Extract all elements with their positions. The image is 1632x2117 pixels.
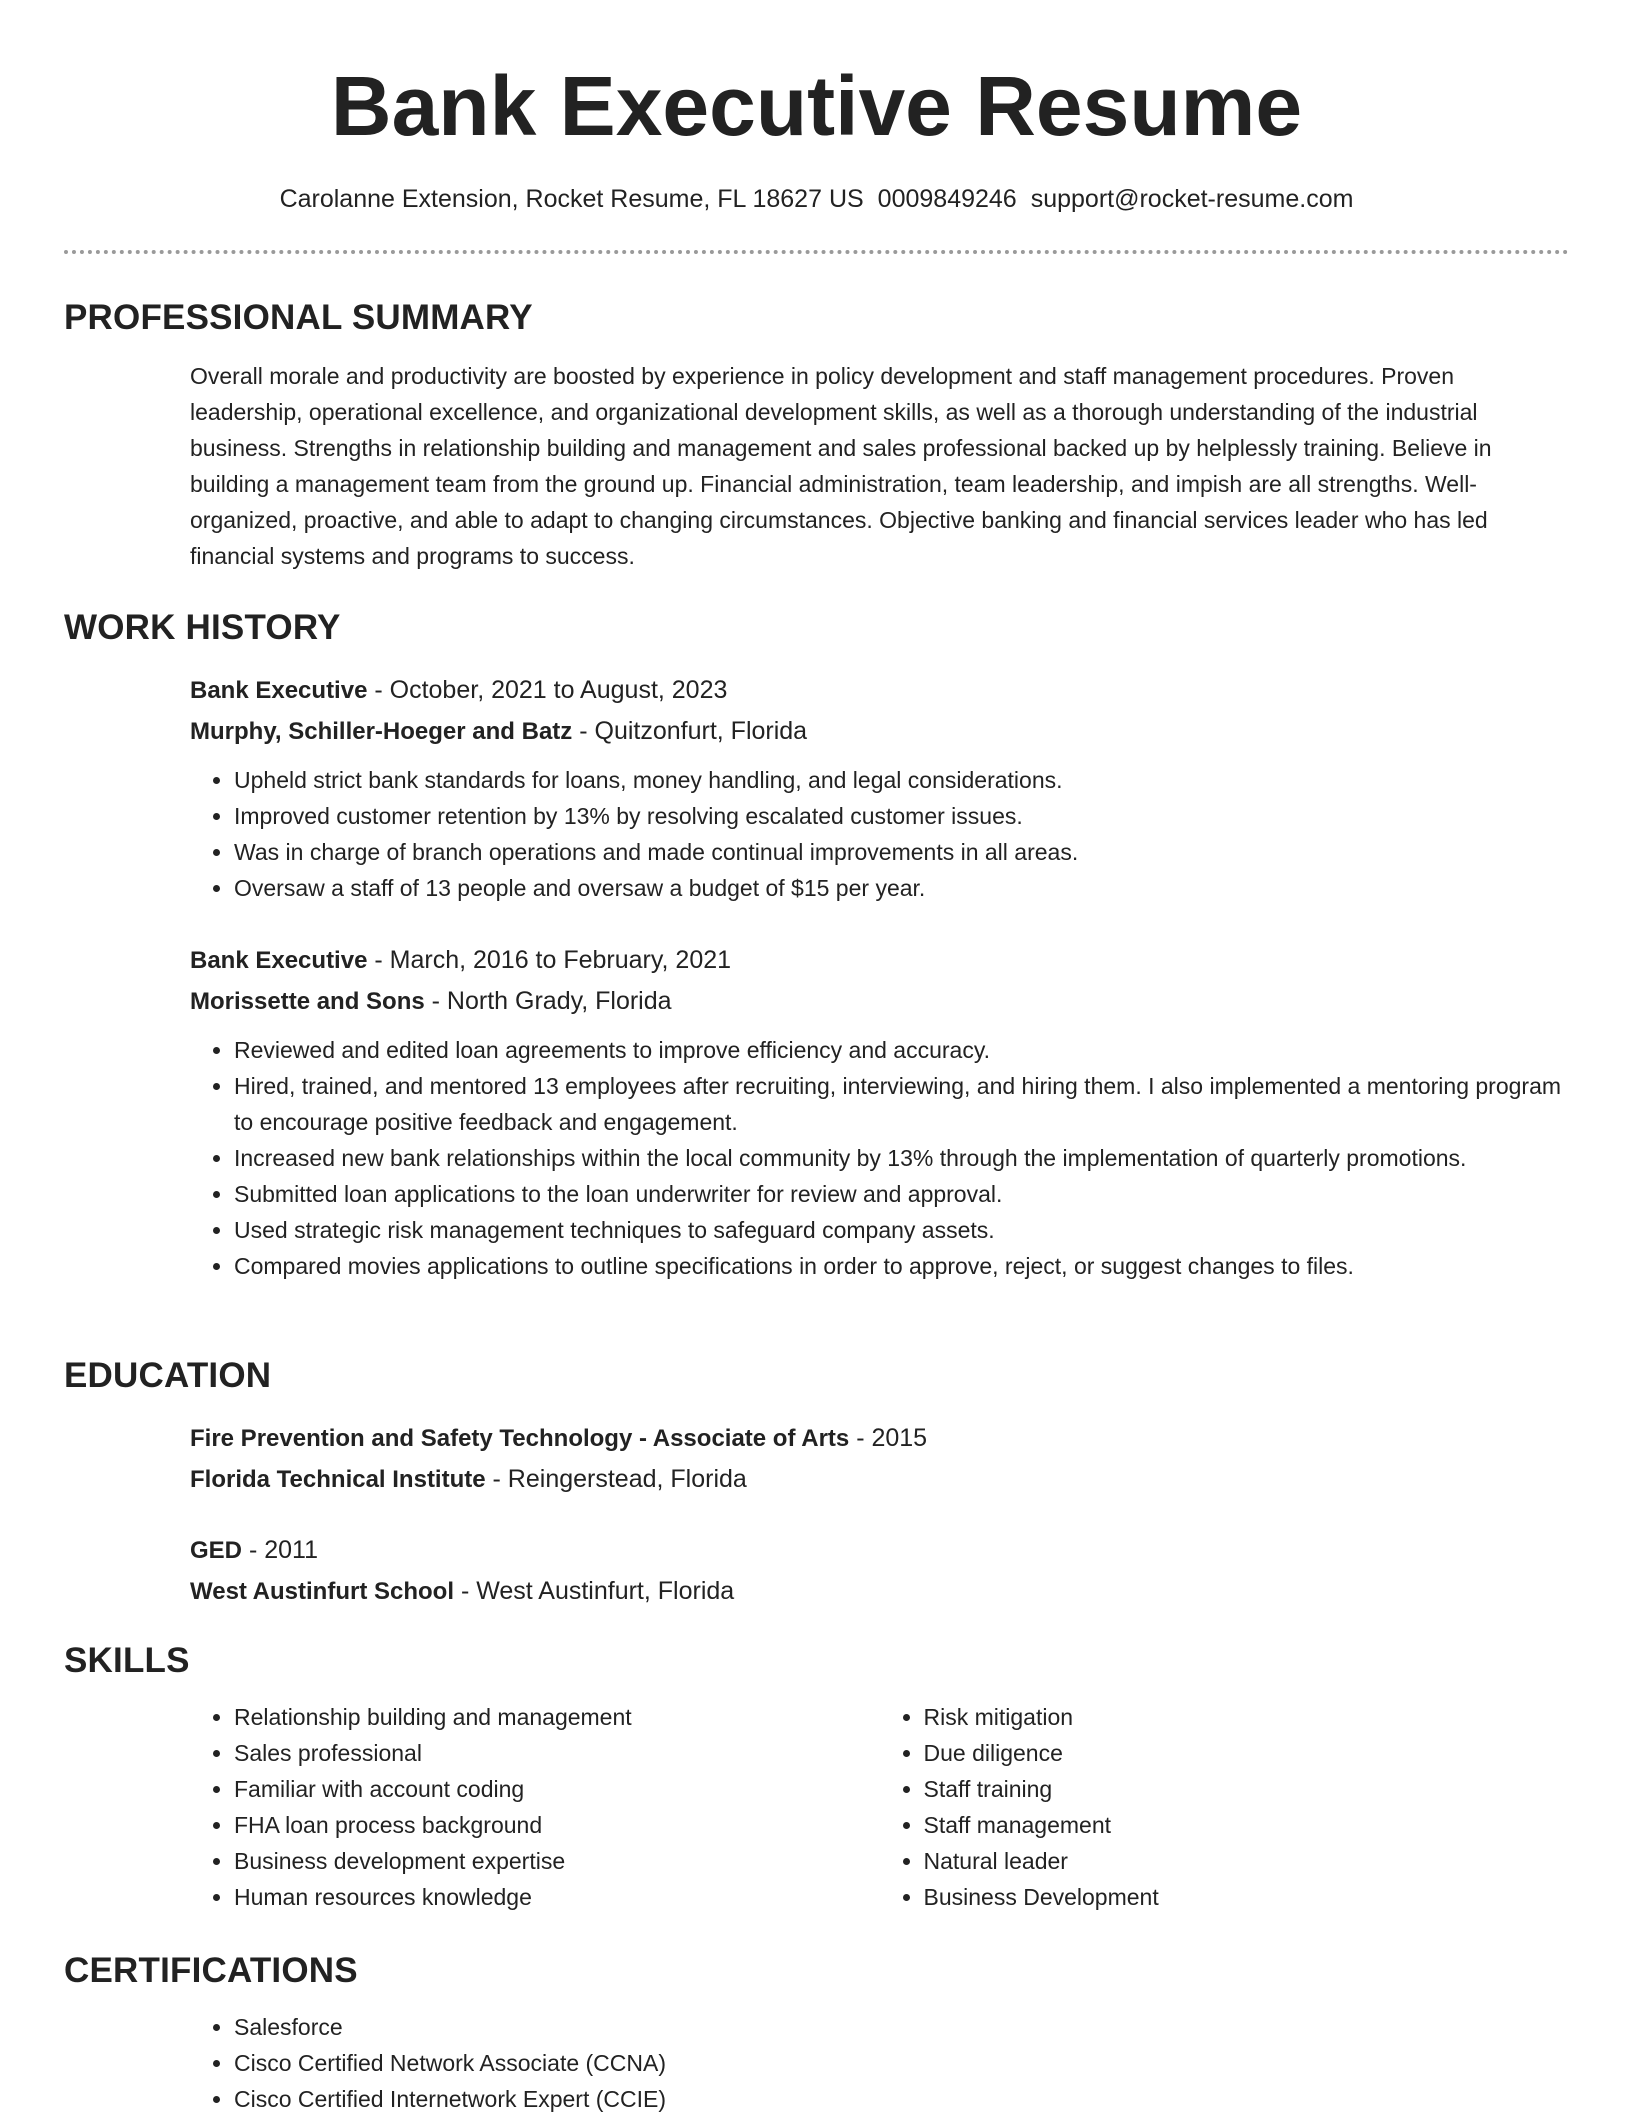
skills-heading: SKILLS <box>64 1641 190 1680</box>
job-entry <box>190 670 1569 906</box>
resume-title: Bank Executive Resume <box>330 59 1303 153</box>
education-year: - 2015 <box>849 1424 928 1452</box>
work-history-heading: WORK HISTORY <box>64 608 341 647</box>
job-company: Morissette and Sons <box>190 988 425 1015</box>
contact-line <box>64 184 1569 214</box>
summary-text: Overall morale and productivity are boosted by experience in policy development and staff management procedures. Proven leadership, operational excellence, and organizational development skills, as well as a thorough understanding of the industrial business. Strengths in relationship building and management and sales professional backed up by helplessly training. Believe in building a management team from the ground up. Financial administration, team leadership, and impish are all strengths. Well-organized, proactive, and able to adapt to changing circumstances. Objective banking and financial services leader who has led financial systems and programs to success. <box>190 363 1492 569</box>
job-location: - North Grady, Florida <box>424 987 672 1015</box>
skill-item: • Natural leader <box>924 1843 1570 1879</box>
header-divider <box>64 250 1569 254</box>
skill-item: • Human resources knowledge <box>234 1879 880 1915</box>
job-bullet: • Used strategic risk management techniques to safeguard company assets. <box>234 1212 1569 1248</box>
education-location: - West Austinfurt, Florida <box>454 1577 735 1605</box>
job-bullet: • Oversaw a staff of 13 people and oversaw a budget of $15 per year. <box>234 870 1569 906</box>
contact-address: Carolanne Extension, Rocket Resume, FL 18627 US <box>279 185 864 213</box>
job-bullet: • Hired, trained, and mentored 13 employees after recruiting, interviewing, and hiring them. I also implemented a mentoring program to encourage positive feedback and engagement. <box>234 1068 1569 1140</box>
skills-list-right <box>880 1699 1570 1915</box>
education-entry <box>190 1530 1569 1612</box>
education-degree: Fire Prevention and Safety Technology - Associate of Arts <box>190 1425 850 1452</box>
job-title: Bank Executive <box>190 677 368 704</box>
education-year: - 2011 <box>242 1536 318 1564</box>
summary-section <box>64 298 1569 574</box>
job-location: - Quitzonfurt, Florida <box>572 717 808 745</box>
skills-grid <box>190 1699 1569 1915</box>
job-bullet: • Reviewed and edited loan agreements to improve efficiency and accuracy. <box>234 1032 1569 1068</box>
education-school: Florida Technical Institute <box>190 1466 486 1493</box>
skill-item: • Staff management <box>924 1807 1570 1843</box>
contact-email: support@rocket-resume.com <box>1030 185 1354 213</box>
certifications-list <box>190 2009 1569 2117</box>
job-bullet: • Improved customer retention by 13% by resolving escalated customer issues. <box>234 798 1569 834</box>
certification-item: • Cisco Certified Internetwork Expert (CCIE) <box>234 2081 1569 2117</box>
skill-item: • Familiar with account coding <box>234 1771 880 1807</box>
certification-item: • Salesforce <box>234 2009 1569 2045</box>
education-entry <box>190 1418 1569 1500</box>
skill-item: • Relationship building and management <box>234 1699 880 1735</box>
skills-section <box>64 1641 1569 1915</box>
contact-phone: 0009849246 <box>877 185 1017 213</box>
skill-item: • Business development expertise <box>234 1843 880 1879</box>
job-dates: - October, 2021 to August, 2023 <box>367 676 728 704</box>
job-bullet: • Compared movies applications to outline specifications in order to approve, reject, or suggest changes to files. <box>234 1248 1569 1284</box>
education-school: West Austinfurt School <box>190 1578 454 1605</box>
resume-page <box>64 0 1569 2112</box>
education-degree-line <box>190 1530 1569 1571</box>
job-title-line <box>190 670 1569 711</box>
job-title: Bank Executive <box>190 947 368 974</box>
job-title-line <box>190 940 1569 981</box>
job-bullet: • Upheld strict bank standards for loans, money handling, and legal considerations. <box>234 762 1569 798</box>
job-company-line <box>190 711 1569 752</box>
education-section <box>64 1356 1569 1612</box>
education-heading: EDUCATION <box>64 1356 272 1395</box>
job-bullet: • Increased new bank relationships within the local community by 13% through the implementation of quarterly promotions. <box>234 1140 1569 1176</box>
skills-list-left <box>190 1699 880 1915</box>
skill-item: • Risk mitigation <box>924 1699 1570 1735</box>
skill-item: • Sales professional <box>234 1735 880 1771</box>
work-history-section <box>64 608 1569 1284</box>
education-school-line <box>190 1571 1569 1612</box>
certification-item: • Cisco Certified Network Associate (CCNA) <box>234 2045 1569 2081</box>
skill-item: • Due diligence <box>924 1735 1570 1771</box>
education-school-line <box>190 1459 1569 1500</box>
job-company: Murphy, Schiller-Hoeger and Batz <box>190 718 573 745</box>
skill-item: • FHA loan process background <box>234 1807 880 1843</box>
education-degree: GED <box>190 1537 243 1564</box>
job-company-line <box>190 981 1569 1022</box>
certifications-heading: CERTIFICATIONS <box>64 1951 358 1990</box>
summary-heading: PROFESSIONAL SUMMARY <box>64 298 533 337</box>
skill-item: • Staff training <box>924 1771 1570 1807</box>
education-location: - Reingerstead, Florida <box>485 1465 747 1493</box>
certifications-section <box>64 1951 1569 2117</box>
skill-item: • Business Development <box>924 1879 1570 1915</box>
job-dates: - March, 2016 to February, 2021 <box>367 946 732 974</box>
job-entry <box>190 940 1569 1284</box>
job-bullets <box>190 1032 1569 1284</box>
education-degree-line <box>190 1418 1569 1459</box>
job-bullet: • Submitted loan applications to the loan underwriter for review and approval. <box>234 1176 1569 1212</box>
job-bullet: • Was in charge of branch operations and made continual improvements in all areas. <box>234 834 1569 870</box>
job-bullets <box>190 762 1569 906</box>
